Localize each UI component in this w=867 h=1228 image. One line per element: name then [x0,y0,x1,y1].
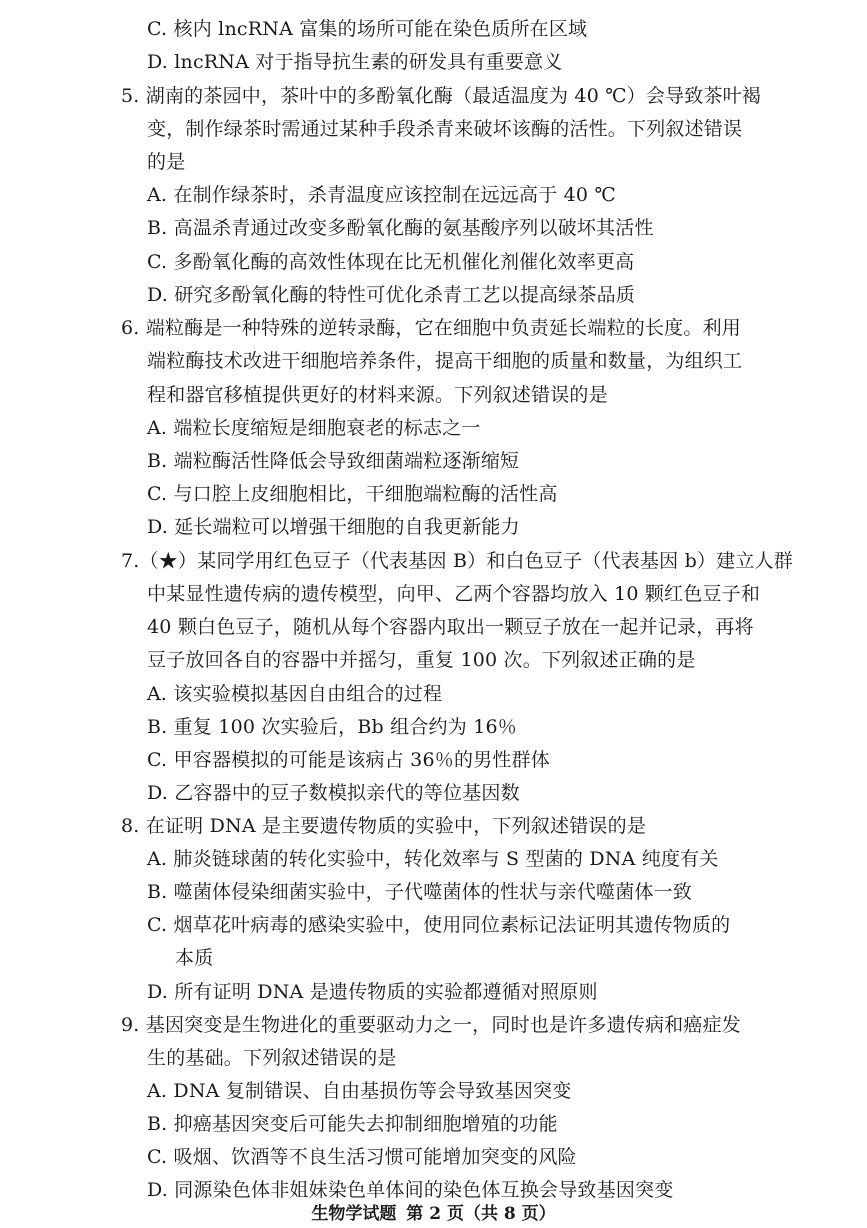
option-8d: D. 所有证明 DNA 是遗传物质的实验都遵循对照原则 [147,981,598,1003]
question-5-line-1: 5. 湖南的茶园中，茶叶中的多酚氧化酶（最适温度为 40 ℃）会导致茶叶褐 [121,85,762,107]
question-5-line-2: 变，制作绿茶时需通过某种手段杀青来破坏该酶的活性。下列叙述错误 [147,118,743,140]
question-9-line-2: 生的基础。下列叙述错误的是 [147,1047,397,1069]
option-7c: C. 甲容器模拟的可能是该病占 36％的男性群体 [147,749,550,771]
question-6-line-2: 端粒酶技术改进干细胞培养条件，提高干细胞的质量和数量，为组织工 [147,350,743,372]
question-7-line-3: 40 颗白色豆子，随机从每个容器内取出一颗豆子放在一起并记录，再将 [147,616,754,638]
option-7a: A. 该实验模拟基因自由组合的过程 [147,683,443,705]
option-8c-line-1: C. 烟草花叶病毒的感染实验中，使用同位素标记法证明其遗传物质的 [147,914,731,936]
question-7-line-4: 豆子放回各自的容器中并摇匀，重复 100 次。下列叙述正确的是 [147,649,696,671]
page-footer [0,1203,867,1225]
option-8c-line-2: 本质 [175,947,214,969]
option-6a: A. 端粒长度缩短是细胞衰老的标志之一 [147,417,481,439]
option-5a: A. 在制作绿茶时，杀青温度应该控制在远远高于 40 ℃ [147,184,616,206]
option-5b: B. 高温杀青通过改变多酚氧化酶的氨基酸序列以破坏其活性 [147,217,654,239]
option-5d: D. 研究多酚氧化酶的特性可优化杀青工艺以提高绿茶品质 [147,284,636,306]
question-5-line-3: 的是 [147,151,186,173]
option-6b: B. 端粒酶活性降低会导致细菌端粒逐渐缩短 [147,450,520,472]
option-4d: D. lncRNA 对于指导抗生素的研发具有重要意义 [147,51,563,73]
option-8b: B. 噬菌体侵染细菌实验中，子代噬菌体的性状与亲代噬菌体一致 [147,881,693,903]
question-8-line-1: 8. 在证明 DNA 是主要遗传物质的实验中，下列叙述错误的是 [121,815,647,837]
option-9a: A. DNA 复制错误、自由基损伤等会导致基因突变 [147,1080,572,1102]
option-6d: D. 延长端粒可以增强干细胞的自我更新能力 [147,516,520,538]
option-5c: C. 多酚氧化酶的高效性体现在比无机催化剂催化效率更高 [147,251,635,273]
option-7d: D. 乙容器中的豆子数模拟亲代的等位基因数 [147,782,520,804]
option-9d: D. 同源染色体非姐妹染色单体间的染色体互换会导致基因突变 [147,1179,674,1201]
question-7-line-1: 7.（★）某同学用红色豆子（代表基因 B）和白色豆子（代表基因 b）建立人群 [121,550,793,572]
question-6-line-3: 程和器官移植提供更好的材料来源。下列叙述错误的是 [147,384,608,406]
question-6-line-1: 6. 端粒酶是一种特殊的逆转录酶，它在细胞中负责延长端粒的长度。利用 [121,317,741,339]
option-6c: C. 与口腔上皮细胞相比，干细胞端粒酶的活性高 [147,483,558,505]
question-9-line-1: 9. 基因突变是生物进化的重要驱动力之一，同时也是许多遗传病和癌症发 [121,1014,741,1036]
question-7-line-2: 中某显性遗传病的遗传模型，向甲、乙两个容器均放入 10 颗红色豆子和 [147,583,761,605]
option-8a: A. 肺炎链球菌的转化实验中，转化效率与 S 型菌的 DNA 纯度有关 [147,848,719,870]
option-9b: B. 抑癌基因突变后可能失去抑制细胞增殖的功能 [147,1113,558,1135]
option-7b: B. 重复 100 次实验后，Bb 组合约为 16％ [147,716,517,738]
option-9c: C. 吸烟、饮酒等不良生活习惯可能增加突变的风险 [147,1146,577,1168]
footer-page-number: 第 2 页（共 8 页） [406,1204,556,1224]
footer-subject: 生物学试题 [311,1204,397,1224]
option-4c: C. 核内 lncRNA 富集的场所可能在染色质所在区域 [147,18,588,40]
